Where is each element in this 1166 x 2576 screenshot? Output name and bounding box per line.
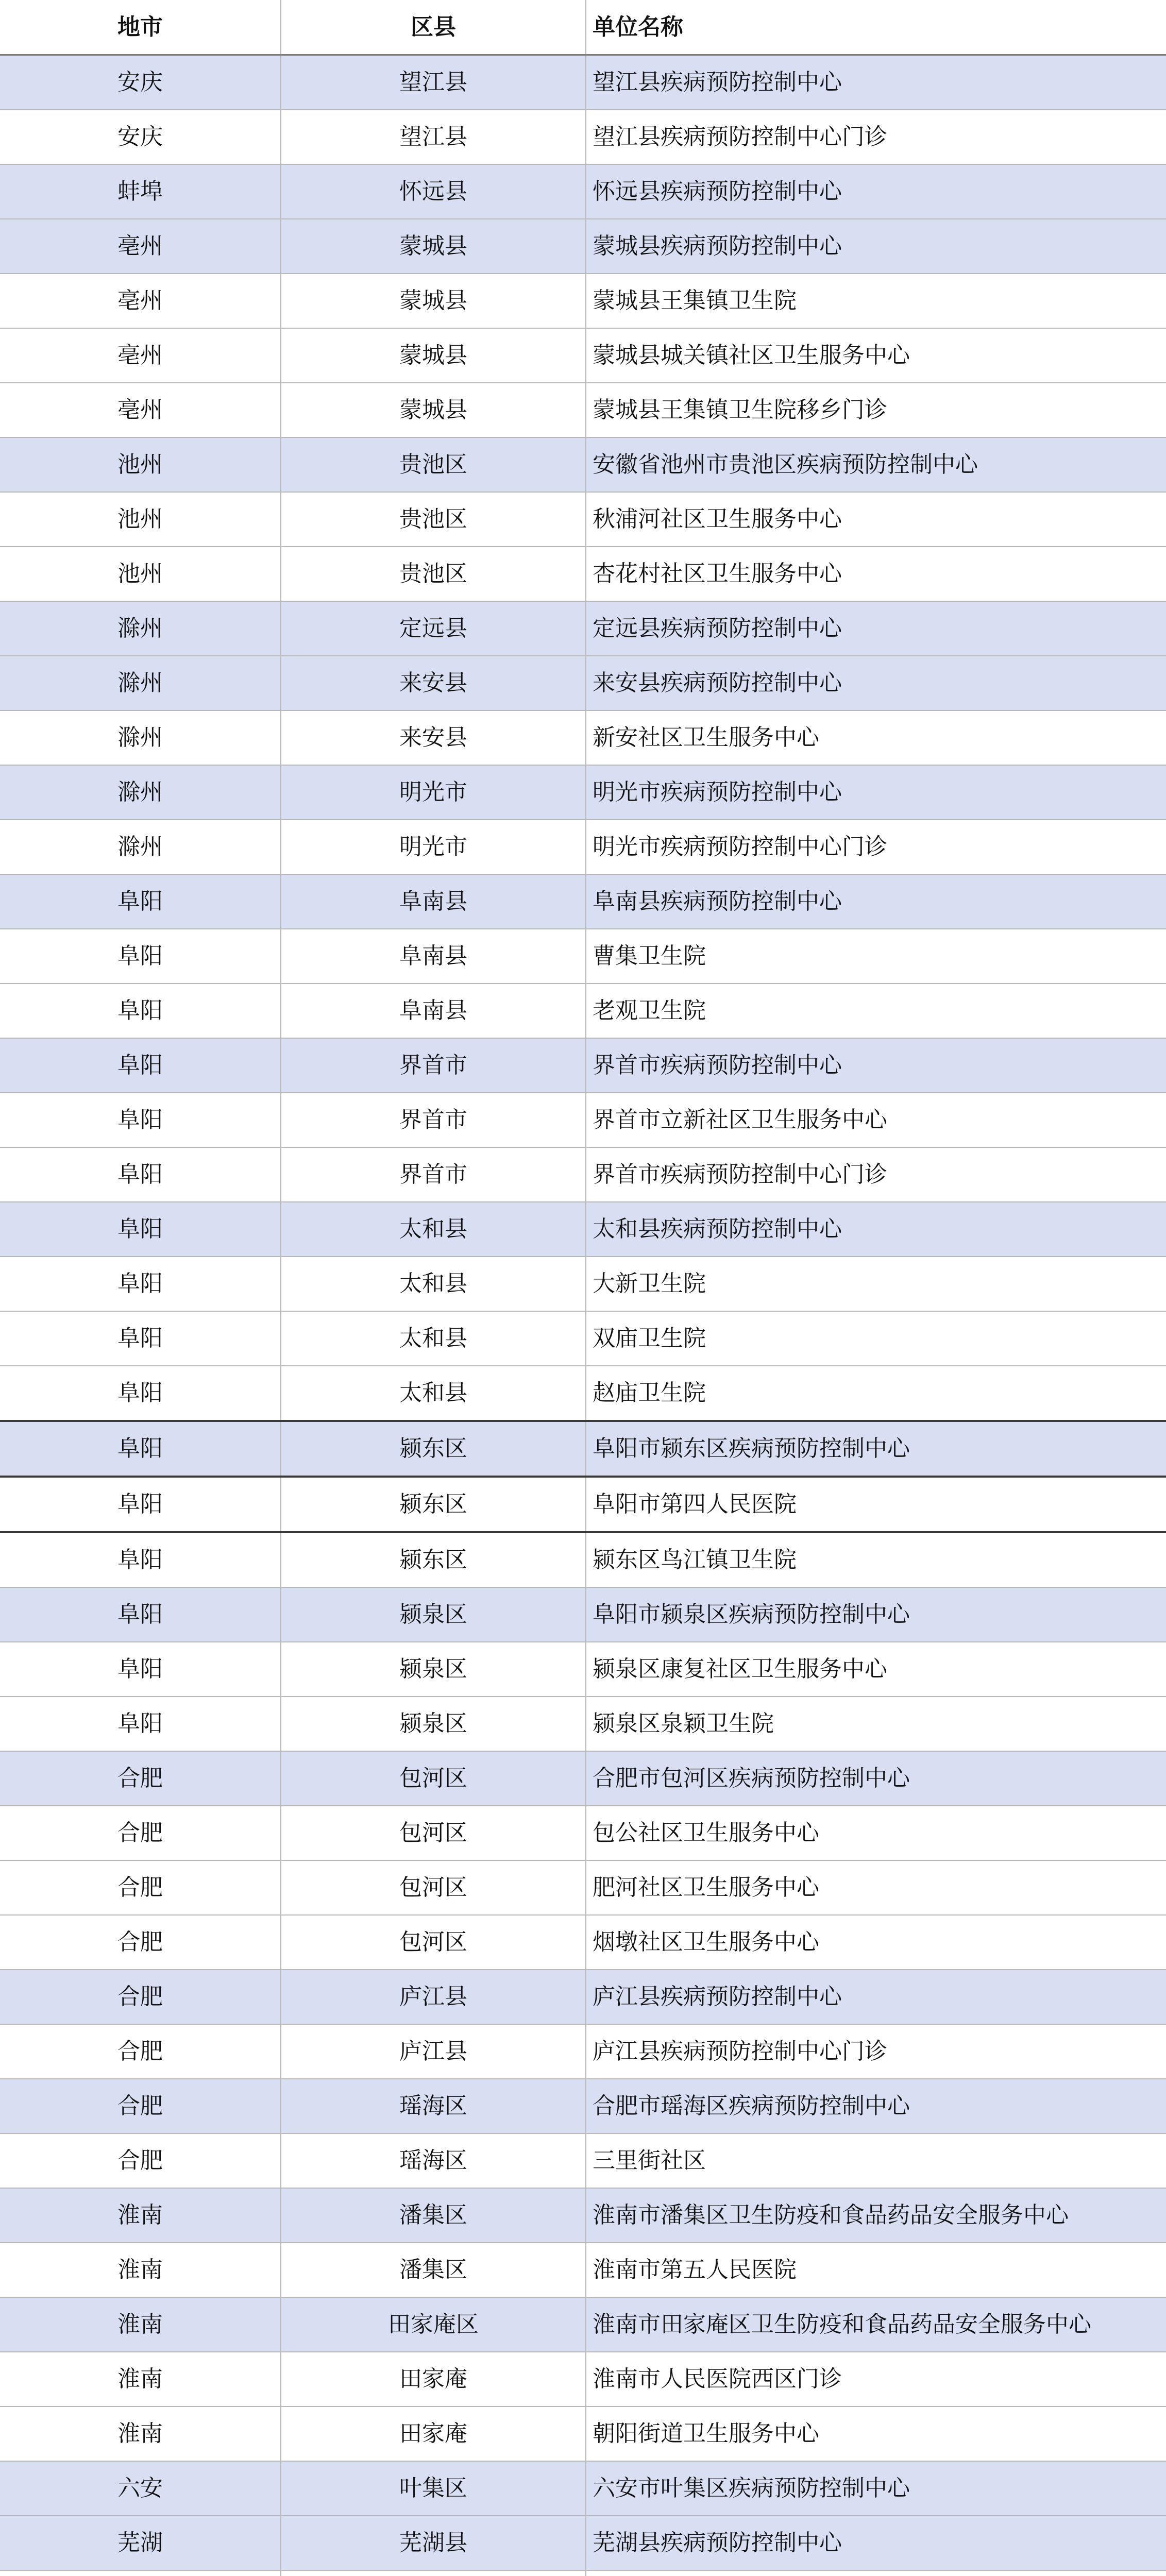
cell-county[interactable]: 包河区 (281, 1806, 586, 1860)
cell-unit[interactable]: 曹集卫生院 (586, 929, 1166, 984)
table-row (0, 2570, 1166, 2576)
cell-city[interactable]: 合肥 (0, 1806, 281, 1860)
table-row (0, 2461, 1166, 2516)
cell-unit[interactable]: 定远县疾病预防控制中心 (586, 601, 1166, 656)
cell-county[interactable] (281, 2570, 586, 2576)
table-row (0, 2079, 1166, 2133)
header-county[interactable]: 区县 (281, 0, 586, 55)
table-body (0, 55, 1166, 2576)
table-row (0, 1147, 1166, 1202)
cell-county[interactable]: 贵池区 (281, 547, 586, 601)
cell-unit[interactable]: 大新卫生院 (586, 1257, 1166, 1311)
cell-city[interactable]: 阜阳 (0, 984, 281, 1038)
cell-city[interactable]: 合肥 (0, 2133, 281, 2188)
cell-unit[interactable]: 阜阳市颍泉区疾病预防控制中心 (586, 1587, 1166, 1642)
cell-city[interactable]: 阜阳 (0, 1587, 281, 1642)
table-row (0, 1477, 1166, 1532)
cell-city[interactable]: 淮南 (0, 2352, 281, 2406)
cell-city[interactable]: 阜阳 (0, 874, 281, 929)
table-row (0, 1093, 1166, 1147)
cell-unit[interactable]: 淮南市人民医院西区门诊 (586, 2352, 1166, 2406)
table-row (0, 437, 1166, 492)
cell-county[interactable]: 定远县 (281, 601, 586, 656)
cell-city[interactable]: 阜阳 (0, 1477, 281, 1532)
cell-unit[interactable]: 颍东区鸟江镇卫生院 (586, 1532, 1166, 1587)
table-row (0, 1587, 1166, 1642)
cell-city[interactable]: 淮南 (0, 2243, 281, 2297)
cell-county[interactable]: 蒙城县 (281, 274, 586, 328)
cell-unit[interactable] (586, 2570, 1166, 2576)
cell-unit[interactable]: 蒙城县疾病预防控制中心 (586, 219, 1166, 274)
cell-city[interactable]: 阜阳 (0, 1311, 281, 1366)
table-row (0, 984, 1166, 1038)
cell-unit[interactable]: 明光市疾病预防控制中心门诊 (586, 820, 1166, 874)
cell-city[interactable]: 阜阳 (0, 1257, 281, 1311)
cell-city[interactable]: 阜阳 (0, 1038, 281, 1093)
cell-county[interactable]: 来安县 (281, 656, 586, 710)
cell-unit[interactable]: 蒙城县王集镇卫生院 (586, 274, 1166, 328)
cell-county[interactable]: 颍东区 (281, 1532, 586, 1587)
table-row (0, 1532, 1166, 1587)
cell-city[interactable]: 滁州 (0, 601, 281, 656)
cell-city[interactable]: 阜阳 (0, 1093, 281, 1147)
cell-county[interactable]: 颍泉区 (281, 1642, 586, 1697)
cell-unit[interactable]: 新安社区卫生服务中心 (586, 710, 1166, 765)
cell-city[interactable]: 阜阳 (0, 1532, 281, 1587)
cell-unit[interactable]: 秋浦河社区卫生服务中心 (586, 492, 1166, 547)
table-row (0, 547, 1166, 601)
cell-city[interactable]: 淮南 (0, 2188, 281, 2243)
cell-unit[interactable]: 蒙城县王集镇卫生院移乡门诊 (586, 383, 1166, 437)
cell-city[interactable]: 合肥 (0, 2024, 281, 2079)
cell-city[interactable]: 阜阳 (0, 929, 281, 984)
cell-county[interactable]: 界首市 (281, 1038, 586, 1093)
cell-city[interactable]: 阜阳 (0, 1421, 281, 1477)
table-row (0, 1642, 1166, 1697)
cell-unit[interactable]: 安徽省池州市贵池区疾病预防控制中心 (586, 437, 1166, 492)
table-row (0, 1202, 1166, 1257)
table-row (0, 2406, 1166, 2461)
table-row (0, 929, 1166, 984)
table-row (0, 110, 1166, 164)
cell-city[interactable]: 阜阳 (0, 1642, 281, 1697)
cell-city[interactable]: 淮南 (0, 2297, 281, 2352)
table-row (0, 1970, 1166, 2024)
cell-county[interactable]: 田家庵 (281, 2406, 586, 2461)
cell-unit[interactable]: 阜南县疾病预防控制中心 (586, 874, 1166, 929)
table-row (0, 2024, 1166, 2079)
cell-county[interactable]: 芜湖县 (281, 2516, 586, 2570)
cell-county[interactable]: 界首市 (281, 1147, 586, 1202)
table-row (0, 1366, 1166, 1421)
cell-city[interactable]: 阜阳 (0, 1366, 281, 1421)
cell-county[interactable]: 阜南县 (281, 984, 586, 1038)
cell-unit[interactable]: 赵庙卫生院 (586, 1366, 1166, 1421)
table-row (0, 710, 1166, 765)
header-row (0, 0, 1166, 55)
table-row (0, 1697, 1166, 1751)
cell-city[interactable]: 合肥 (0, 1860, 281, 1915)
table-row (0, 601, 1166, 656)
cell-county[interactable]: 望江县 (281, 110, 586, 164)
cell-city[interactable]: 阜阳 (0, 1147, 281, 1202)
cell-unit[interactable]: 阜阳市颍东区疾病预防控制中心 (586, 1421, 1166, 1477)
cell-county[interactable]: 怀远县 (281, 164, 586, 219)
table-row (0, 2297, 1166, 2352)
cell-unit[interactable]: 烟墩社区卫生服务中心 (586, 1915, 1166, 1970)
cell-city[interactable]: 池州 (0, 437, 281, 492)
cell-county[interactable]: 潘集区 (281, 2243, 586, 2297)
cell-unit[interactable]: 包公社区卫生服务中心 (586, 1806, 1166, 1860)
cell-city[interactable]: 合肥 (0, 1970, 281, 2024)
table-row (0, 1421, 1166, 1477)
cell-county[interactable]: 颍泉区 (281, 1587, 586, 1642)
cell-unit[interactable]: 颍泉区泉颖卫生院 (586, 1697, 1166, 1751)
cell-county[interactable]: 贵池区 (281, 492, 586, 547)
cell-city[interactable]: 池州 (0, 492, 281, 547)
cell-county[interactable]: 瑶海区 (281, 2133, 586, 2188)
cell-unit[interactable]: 六安市叶集区疾病预防控制中心 (586, 2461, 1166, 2516)
cell-unit[interactable]: 肥河社区卫生服务中心 (586, 1860, 1166, 1915)
cell-city[interactable]: 亳州 (0, 274, 281, 328)
cell-county[interactable]: 太和县 (281, 1366, 586, 1421)
cell-county[interactable]: 庐江县 (281, 2024, 586, 2079)
cell-city[interactable] (0, 2570, 281, 2576)
cell-county[interactable]: 包河区 (281, 1860, 586, 1915)
table-row (0, 1915, 1166, 1970)
cell-unit[interactable]: 朝阳街道卫生服务中心 (586, 2406, 1166, 2461)
cell-city[interactable]: 合肥 (0, 1751, 281, 1806)
header-city[interactable]: 地市 (0, 0, 281, 55)
table-row (0, 219, 1166, 274)
cell-county[interactable]: 蒙城县 (281, 219, 586, 274)
cell-unit[interactable]: 望江县疾病预防控制中心门诊 (586, 110, 1166, 164)
cell-county[interactable]: 来安县 (281, 710, 586, 765)
cell-unit[interactable]: 明光市疾病预防控制中心 (586, 765, 1166, 820)
cell-unit[interactable]: 界首市立新社区卫生服务中心 (586, 1093, 1166, 1147)
cell-city[interactable]: 滁州 (0, 710, 281, 765)
cell-county[interactable]: 叶集区 (281, 2461, 586, 2516)
table-row (0, 274, 1166, 328)
cell-city[interactable]: 安庆 (0, 55, 281, 110)
cell-city[interactable]: 合肥 (0, 2079, 281, 2133)
cell-unit[interactable]: 来安县疾病预防控制中心 (586, 656, 1166, 710)
cell-unit[interactable]: 蒙城县城关镇社区卫生服务中心 (586, 328, 1166, 383)
cell-unit[interactable]: 庐江县疾病预防控制中心 (586, 1970, 1166, 2024)
cell-unit[interactable]: 合肥市包河区疾病预防控制中心 (586, 1751, 1166, 1806)
cell-city[interactable]: 滁州 (0, 820, 281, 874)
cell-unit[interactable]: 怀远县疾病预防控制中心 (586, 164, 1166, 219)
cell-city[interactable]: 六安 (0, 2461, 281, 2516)
cell-city[interactable]: 阜阳 (0, 1697, 281, 1751)
cell-county[interactable]: 田家庵区 (281, 2297, 586, 2352)
cell-county[interactable]: 阜南县 (281, 929, 586, 984)
cell-county[interactable]: 贵池区 (281, 437, 586, 492)
cell-county[interactable]: 蒙城县 (281, 383, 586, 437)
cell-county[interactable]: 包河区 (281, 1915, 586, 1970)
cell-unit[interactable]: 界首市疾病预防控制中心 (586, 1038, 1166, 1093)
cell-unit[interactable]: 杏花村社区卫生服务中心 (586, 547, 1166, 601)
cell-unit[interactable]: 庐江县疾病预防控制中心门诊 (586, 2024, 1166, 2079)
cell-county[interactable]: 望江县 (281, 55, 586, 110)
cell-county[interactable]: 瑶海区 (281, 2079, 586, 2133)
cell-unit[interactable]: 双庙卫生院 (586, 1311, 1166, 1366)
cell-county[interactable]: 界首市 (281, 1093, 586, 1147)
cell-unit[interactable]: 望江县疾病预防控制中心 (586, 55, 1166, 110)
cell-city[interactable]: 芜湖 (0, 2516, 281, 2570)
cell-county[interactable]: 明光市 (281, 765, 586, 820)
cell-unit[interactable]: 阜阳市第四人民医院 (586, 1477, 1166, 1532)
table-row (0, 383, 1166, 437)
cell-city[interactable]: 安庆 (0, 110, 281, 164)
table-row (0, 492, 1166, 547)
cell-unit[interactable]: 芜湖县疾病预防控制中心 (586, 2516, 1166, 2570)
cell-county[interactable]: 蒙城县 (281, 328, 586, 383)
cell-unit[interactable]: 颍泉区康复社区卫生服务中心 (586, 1642, 1166, 1697)
cell-county[interactable]: 颍东区 (281, 1477, 586, 1532)
table-row (0, 1806, 1166, 1860)
cell-county[interactable]: 庐江县 (281, 1970, 586, 2024)
table-row (0, 1311, 1166, 1366)
table-row (0, 820, 1166, 874)
cell-county[interactable]: 颍泉区 (281, 1697, 586, 1751)
cell-city[interactable]: 合肥 (0, 1915, 281, 1970)
cell-county[interactable]: 太和县 (281, 1202, 586, 1257)
table-row (0, 2352, 1166, 2406)
cell-unit[interactable]: 太和县疾病预防控制中心 (586, 1202, 1166, 1257)
table-row (0, 1860, 1166, 1915)
cell-unit[interactable]: 淮南市第五人民医院 (586, 2243, 1166, 2297)
table-row (0, 1038, 1166, 1093)
cell-unit[interactable]: 界首市疾病预防控制中心门诊 (586, 1147, 1166, 1202)
cell-unit[interactable]: 老观卫生院 (586, 984, 1166, 1038)
cell-county[interactable]: 潘集区 (281, 2188, 586, 2243)
table-row (0, 765, 1166, 820)
cell-county[interactable]: 颍东区 (281, 1421, 586, 1477)
cell-city[interactable]: 滁州 (0, 656, 281, 710)
table-row (0, 55, 1166, 110)
table-row (0, 2516, 1166, 2570)
table-row (0, 1751, 1166, 1806)
table-row (0, 1257, 1166, 1311)
cell-county[interactable]: 太和县 (281, 1257, 586, 1311)
table-header (0, 0, 1166, 55)
cell-unit[interactable]: 淮南市潘集区卫生防疫和食品药品安全服务中心 (586, 2188, 1166, 2243)
cell-city[interactable]: 亳州 (0, 383, 281, 437)
cell-city[interactable]: 阜阳 (0, 1202, 281, 1257)
cell-city[interactable]: 滁州 (0, 765, 281, 820)
cell-unit[interactable]: 淮南市田家庵区卫生防疫和食品药品安全服务中心 (586, 2297, 1166, 2352)
table-row (0, 656, 1166, 710)
table-row (0, 328, 1166, 383)
cell-city[interactable]: 蚌埠 (0, 164, 281, 219)
table-row (0, 2243, 1166, 2297)
cell-unit[interactable]: 三里街社区 (586, 2133, 1166, 2188)
table-row (0, 2133, 1166, 2188)
cell-unit[interactable]: 合肥市瑶海区疾病预防控制中心 (586, 2079, 1166, 2133)
cell-city[interactable]: 池州 (0, 547, 281, 601)
cell-county[interactable]: 田家庵 (281, 2352, 586, 2406)
cell-county[interactable]: 太和县 (281, 1311, 586, 1366)
cell-county[interactable]: 明光市 (281, 820, 586, 874)
cell-city[interactable]: 亳州 (0, 219, 281, 274)
table-row (0, 164, 1166, 219)
cell-city[interactable]: 淮南 (0, 2406, 281, 2461)
table-row (0, 874, 1166, 929)
cell-county[interactable]: 包河区 (281, 1751, 586, 1806)
table-row (0, 2188, 1166, 2243)
header-unit[interactable]: 单位名称 (586, 0, 1166, 55)
cell-city[interactable]: 亳州 (0, 328, 281, 383)
cell-county[interactable]: 阜南县 (281, 874, 586, 929)
